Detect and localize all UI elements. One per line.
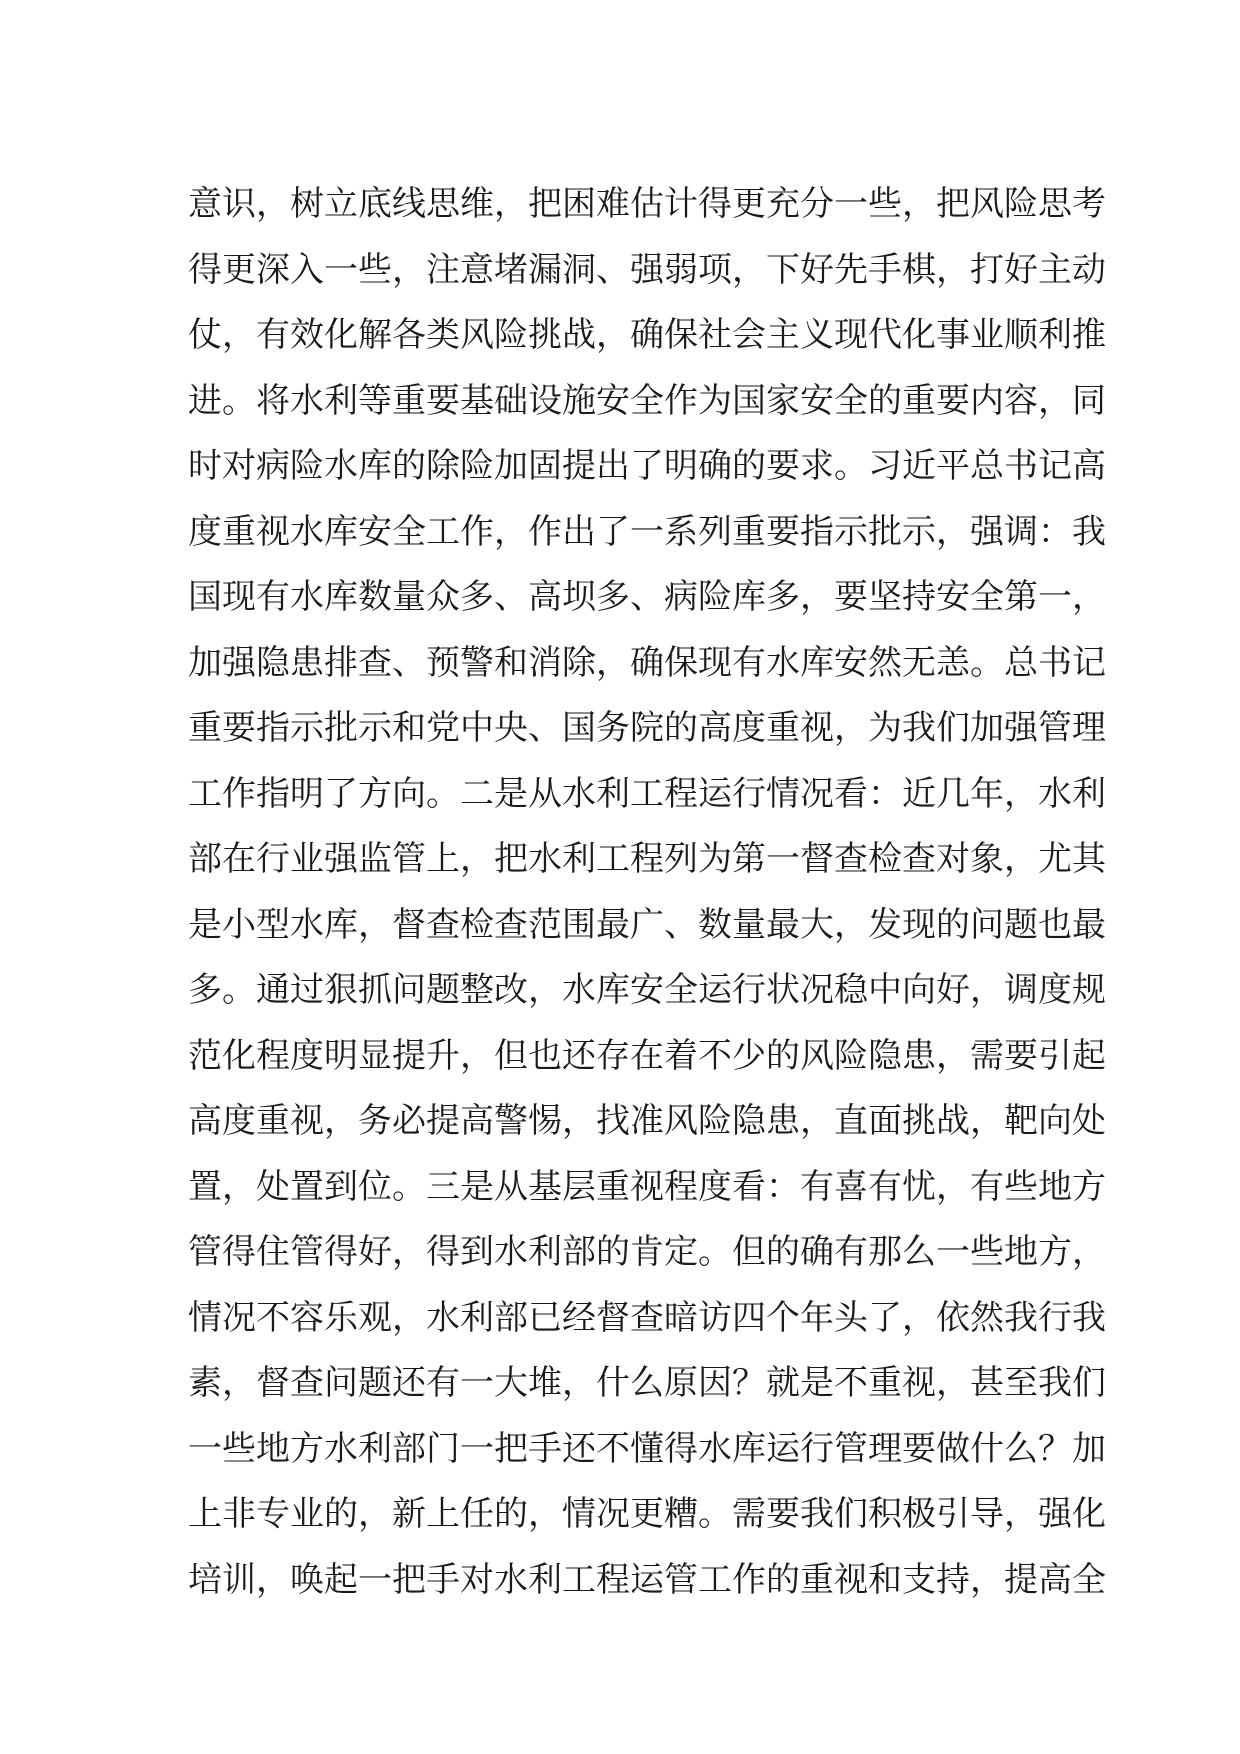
text-line: 国现有水库数量众多、高坝多、病险库多，要坚持安全第一， bbox=[188, 577, 1106, 617]
text-line: 部在行业强监管上，把水利工程列为第一督查检查对象，尤其 bbox=[188, 839, 1106, 879]
text-line: 情况不容乐观，水利部已经督查暗访四个年头了，依然我行我 bbox=[188, 1297, 1106, 1338]
text-line: 度重视水库安全工作，作出了一系列重要指示批示，强调：我 bbox=[188, 511, 1106, 552]
text-line: 高度重视，务必提高警惕，找准风险隐患，直面挑战，靶向处 bbox=[188, 1101, 1106, 1141]
text-line: 多。通过狠抓问题整改，水库安全运行状况稳中向好，调度规 bbox=[188, 970, 1106, 1010]
text-line: 一些地方水利部门一把手还不懂得水库运行管理要做什么？加 bbox=[188, 1428, 1106, 1469]
text-line: 仗，有效化解各类风险挑战，确保社会主义现代化事业顺利推 bbox=[188, 315, 1106, 355]
text-line: 时对病险水库的除险加固提出了明确的要求。习近平总书记高 bbox=[188, 446, 1106, 486]
text-line: 工作指明了方向。二是从水利工程运行情况看：近几年，水利 bbox=[188, 773, 1106, 814]
text-line: 上非专业的，新上任的，情况更糟。需要我们积极引导，强化 bbox=[188, 1494, 1106, 1534]
text-line: 管得住管得好，得到水利部的肯定。但的确有那么一些地方， bbox=[188, 1232, 1106, 1272]
text-line: 得更深入一些，注意堵漏洞、强弱项，下好先手棋，打好主动 bbox=[188, 249, 1106, 290]
text-line: 置，处置到位。三是从基层重视程度看：有喜有忧，有些地方 bbox=[188, 1166, 1106, 1207]
text-line: 是小型水库，督查检查范围最广、数量最大，发现的问题也最 bbox=[188, 904, 1106, 945]
text-line: 意识，树立底线思维，把困难估计得更充分一些，把风险思考 bbox=[188, 184, 1106, 224]
text-line: 范化程度明显提升，但也还存在着不少的风险隐患，需要引起 bbox=[188, 1035, 1106, 1076]
text-line: 素，督查问题还有一大堆，什么原因？就是不重视，甚至我们 bbox=[188, 1363, 1106, 1403]
text-line: 培训，唤起一把手对水利工程运管工作的重视和支持，提高全 bbox=[188, 1559, 1106, 1600]
text-line: 重要指示批示和党中央、国务院的高度重视，为我们加强管理 bbox=[188, 708, 1106, 748]
text-line: 进。将水利等重要基础设施安全作为国家安全的重要内容，同 bbox=[188, 380, 1106, 421]
text-line: 加强隐患排查、预警和消除，确保现有水库安然无恙。总书记 bbox=[188, 642, 1106, 683]
body-text bbox=[188, 172, 1106, 1613]
